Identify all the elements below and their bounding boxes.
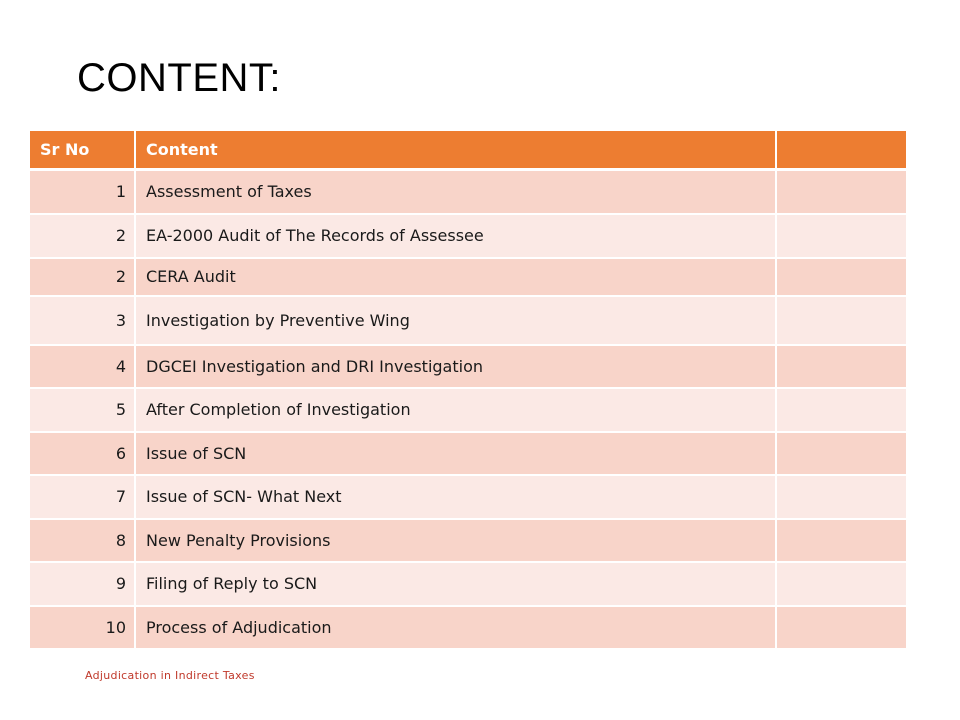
row-sr-no: 9 <box>30 562 135 606</box>
row-sr-no: 10 <box>30 606 135 649</box>
table-row <box>30 562 906 606</box>
row-extra <box>776 296 906 345</box>
table-row <box>30 606 906 649</box>
row-extra <box>776 170 906 214</box>
row-extra <box>776 258 906 296</box>
row-content: Filing of Reply to SCN <box>135 562 776 606</box>
row-sr-no: 8 <box>30 519 135 562</box>
table-row <box>30 519 906 562</box>
row-extra <box>776 432 906 475</box>
row-sr-no: 1 <box>30 170 135 214</box>
row-content: Issue of SCN <box>135 432 776 475</box>
row-content: Assessment of Taxes <box>135 170 776 214</box>
content-table <box>30 131 906 650</box>
table-row <box>30 475 906 519</box>
row-sr-no: 2 <box>30 214 135 258</box>
row-sr-no: 3 <box>30 296 135 345</box>
row-extra <box>776 606 906 649</box>
header-sr-no: Sr No <box>30 131 135 170</box>
table-row <box>30 214 906 258</box>
row-content: Investigation by Preventive Wing <box>135 296 776 345</box>
table-row <box>30 432 906 475</box>
row-content: After Completion of Investigation <box>135 388 776 432</box>
row-content: EA-2000 Audit of The Records of Assessee <box>135 214 776 258</box>
row-extra <box>776 475 906 519</box>
table-row <box>30 388 906 432</box>
row-extra <box>776 345 906 388</box>
slide-title: CONTENT: <box>77 56 281 100</box>
row-extra <box>776 562 906 606</box>
row-content: New Penalty Provisions <box>135 519 776 562</box>
row-content: Issue of SCN- What Next <box>135 475 776 519</box>
row-content: Process of Adjudication <box>135 606 776 649</box>
table-row <box>30 345 906 388</box>
table-row <box>30 170 906 214</box>
row-sr-no: 6 <box>30 432 135 475</box>
row-sr-no: 7 <box>30 475 135 519</box>
header-content: Content <box>135 131 776 170</box>
row-sr-no: 4 <box>30 345 135 388</box>
table-header-row <box>30 131 906 170</box>
row-sr-no: 2 <box>30 258 135 296</box>
row-extra <box>776 214 906 258</box>
slide-footer: Adjudication in Indirect Taxes <box>85 669 255 682</box>
row-content: DGCEI Investigation and DRI Investigation <box>135 345 776 388</box>
table-row <box>30 296 906 345</box>
row-content: CERA Audit <box>135 258 776 296</box>
header-extra <box>776 131 906 170</box>
row-extra <box>776 519 906 562</box>
row-sr-no: 5 <box>30 388 135 432</box>
row-extra <box>776 388 906 432</box>
table-row <box>30 258 906 296</box>
